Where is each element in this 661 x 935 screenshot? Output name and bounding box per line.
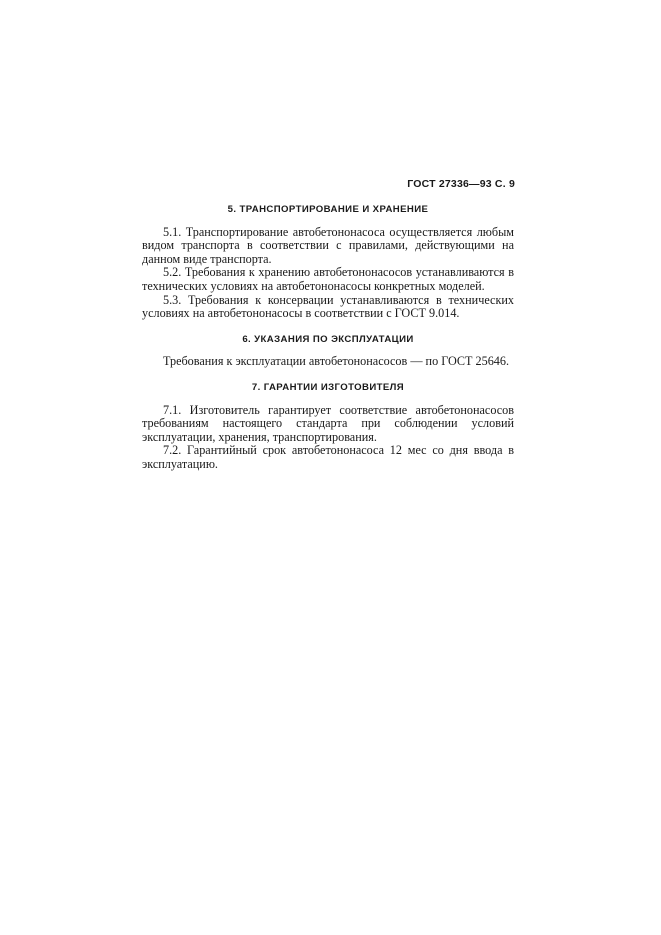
paragraph: 7.1. Изготовитель гарантирует соответствие автобетононасосов требованиям настоящего стандарта при соблюдении условий эксплуатации, хранения, транспортирования. xyxy=(142,402,514,444)
paragraph: 5.3. Требования к консервации устанавливаются в технических условиях на автобетононасосы в соответствии с ГОСТ 9.014. xyxy=(142,292,514,321)
section-warranty xyxy=(142,381,514,472)
section-title: 6. УКАЗАНИЯ ПО ЭКСПЛУАТАЦИИ xyxy=(242,333,414,345)
document-body xyxy=(142,203,514,484)
section-transport-storage xyxy=(142,203,514,321)
paragraph: 5.2. Требования к хранению автобетононасосов устанавливаются в технических условиях на автобетононасосы конкретных моделей. xyxy=(142,265,514,293)
section-operation xyxy=(142,333,514,369)
paragraph: 7.2. Гарантийный срок автобетононасоса 12 мес со дня ввода в эксплуатацию. xyxy=(142,443,514,471)
section-title: 7. ГАРАНТИИ ИЗГОТОВИТЕЛЯ xyxy=(251,381,405,393)
paragraph: 5.1. Транспортирование автобетононасоса осуществляется любым видом транспорта в соответствии с правилами, действующими на данном виде транспорта. xyxy=(142,224,514,266)
paragraph: Требования к эксплуатации автобетононасосов — по ГОСТ 25646. xyxy=(163,354,510,369)
section-title: 5. ТРАНСПОРТИРОВАНИЕ И ХРАНЕНИЕ xyxy=(227,204,429,215)
running-header: ГОСТ 27336—93 С. 9 xyxy=(407,178,515,190)
